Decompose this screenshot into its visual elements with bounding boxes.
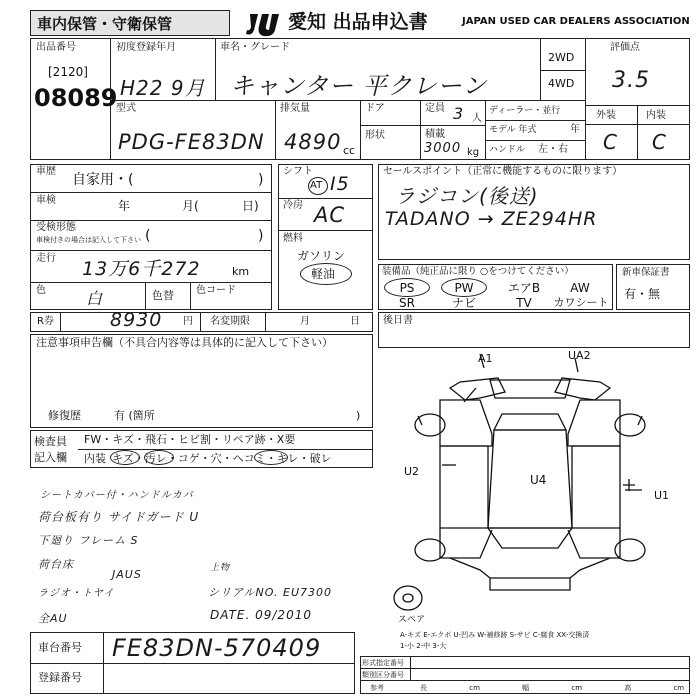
shift-label: シフト	[283, 166, 313, 177]
sales-line1: ラジコン(後送)	[395, 184, 539, 208]
equip-navi: ナビ	[451, 296, 476, 310]
diagram-ua2: UA2	[568, 349, 591, 362]
later-box	[378, 312, 690, 348]
note-line-6b: DATE. 09/2010	[210, 608, 312, 622]
handle-options: 左・右	[538, 144, 568, 155]
recycle-value: 8930	[110, 309, 163, 331]
name-change-label: 名変期限	[210, 316, 250, 327]
shape-label: 形状	[365, 130, 385, 141]
history-close: )	[258, 172, 264, 188]
diagram-u1: U1	[654, 489, 670, 502]
warranty-label: 新車保証書	[622, 267, 670, 278]
color-label: 色	[36, 285, 46, 296]
sales-label: セールスポイント（正常に機能するものに限ります）	[383, 166, 623, 177]
note-line-5: ラジオ・トヤイ	[38, 588, 115, 599]
damage-scale: 1-小 2-中 3-大	[400, 642, 447, 650]
note-line-4c: 上物	[210, 563, 231, 573]
inspector-label-2: 記入欄	[34, 451, 67, 464]
mileage-value: 13万6千272	[82, 258, 201, 280]
equip-sr: SR	[399, 296, 415, 310]
reg-number-label: 登録番号	[38, 671, 82, 684]
exterior-label: 外装	[596, 110, 616, 121]
inspection-day: 日)	[242, 199, 259, 213]
note-line-2: 荷台板有り サイドガード U	[38, 510, 200, 524]
history-label: 車歴	[36, 166, 56, 177]
inspector-row2-label: 内装	[84, 452, 106, 465]
model-year-unit: 年	[570, 124, 580, 135]
recycle-label: R券	[37, 316, 54, 327]
ac-label: 冷房	[283, 200, 303, 211]
model-designation-label: 形式指定番号	[362, 659, 404, 667]
equip-seat: カワシート	[553, 296, 609, 309]
inspector-circle-3	[254, 450, 288, 465]
equipment-label: 装備品（純正品に限り ○をつけてください）	[382, 266, 574, 277]
registration-value: H22 9月	[120, 76, 206, 100]
inspection-label: 車検	[36, 195, 56, 206]
load-unit: kg	[467, 147, 480, 158]
inspection-year: 年	[118, 199, 131, 213]
fuel-gas: ガソリン	[297, 249, 346, 263]
note-line-1: シートカバー付・ハンドルカバ	[40, 490, 194, 501]
color-change-label: 色替	[152, 289, 174, 302]
dimensions-label: 長 cm 幅 cm 高 cm	[420, 684, 685, 692]
model-value: PDG-FE83DN	[118, 130, 265, 154]
model-year-label: モデル 年式	[489, 125, 537, 135]
name-change-month: 月	[300, 316, 310, 327]
drive-4wd: 4WD	[548, 77, 575, 90]
handle-label: ハンドル	[489, 145, 526, 155]
displacement-unit: cc	[343, 144, 356, 157]
equip-tv: TV	[516, 296, 532, 310]
inspector-label-1: 検査員	[34, 435, 67, 448]
transfer-close: )	[258, 228, 264, 244]
color-code-label: 色コード	[196, 285, 236, 296]
chassis-value: FE83DN-570409	[112, 634, 322, 662]
inspector-row1: FW・キズ・飛石・ヒビ割・リペア跡・X要	[84, 433, 296, 446]
inspection-month: 月(	[182, 199, 199, 213]
note-line-5b: シリアルNO. EU7300	[208, 586, 332, 599]
lot-label: 出品番号	[36, 42, 76, 53]
exterior-value: C	[603, 130, 618, 154]
inspector-row2: キズ・汚レ・コゲ・穴・ヘコミ・キレ・破レ	[112, 452, 332, 465]
inspector-circle-2	[144, 450, 174, 465]
registration-label: 初度登録年月	[116, 42, 176, 53]
transfer-label: 受検形態	[36, 222, 76, 233]
dealer-import-label: ディーラー・並行	[489, 106, 561, 116]
repair-value: 有 (箇所	[114, 409, 155, 422]
ac-value: AC	[314, 203, 346, 227]
transfer-note: 車検付きの場合は記入して下さい	[36, 236, 141, 244]
ju-logo	[244, 10, 284, 38]
later-label: 後日書	[383, 315, 413, 326]
interior-value: C	[652, 130, 667, 154]
diagram-spare: スペア	[398, 615, 426, 625]
equip-ps: PS	[399, 281, 415, 295]
displacement-value: 4890	[284, 130, 342, 154]
diagram-u2: U2	[404, 465, 420, 478]
vehicle-name-value: キャンター 平クレーン	[230, 72, 488, 100]
mileage-label: 走行	[36, 253, 56, 264]
displacement-label: 排気量	[280, 103, 310, 114]
recycle-unit: 円	[183, 316, 193, 327]
reference-label: 参考	[370, 684, 384, 692]
diagram-a1: A1	[478, 352, 493, 365]
lot-number: 08089	[34, 84, 118, 112]
drive-2wd: 2WD	[548, 51, 575, 64]
warranty-value: 有・無	[624, 287, 661, 301]
note-line-4: 荷台床	[38, 558, 74, 571]
score-value: 3.5	[612, 68, 650, 93]
sales-line2: TADANO → ZE294HR	[385, 208, 598, 230]
capacity-value: 3	[453, 104, 465, 123]
chassis-label: 車台番号	[38, 641, 82, 654]
shift-value: I5	[330, 173, 350, 195]
repair-close: )	[356, 409, 361, 422]
equip-pw: PW	[454, 281, 474, 295]
load-value: 3000	[424, 141, 462, 156]
note-line-6: 全AU	[38, 612, 68, 625]
transfer-open: (	[145, 228, 151, 244]
association-name: JAPAN USED CAR DEALERS ASSOCIATION	[462, 16, 690, 27]
form-title: 愛知 出品申込書	[288, 11, 428, 33]
class-number-label: 類別区分番号	[362, 671, 404, 679]
equip-airbag: エアB	[507, 281, 541, 295]
history-value: 自家用・(	[72, 172, 134, 188]
model-label: 型式	[116, 103, 136, 114]
note-line-3: 下廻り フレーム S	[38, 534, 139, 547]
damage-legend: A-キズ E-エクボ U-凹み W-補修跡 S-サビ C-腐食 XX-交換済	[400, 631, 590, 639]
interior-label: 内装	[646, 110, 666, 121]
vehicle-damage-diagram	[380, 350, 690, 635]
inspector-circle-1	[110, 450, 140, 465]
score-label: 評価点	[610, 42, 640, 53]
capacity-label: 定員	[425, 103, 445, 114]
repair-label: 修復歴	[48, 409, 81, 422]
equip-aw: AW	[570, 281, 590, 295]
diagram-u4: U4	[530, 473, 547, 487]
storage-badge	[30, 10, 230, 36]
notes-label: 注意事項申告欄（不具合内容等は具体的に記入して下さい）	[36, 336, 333, 349]
recycle-box	[30, 312, 373, 332]
name-change-day: 日	[350, 316, 360, 327]
mileage-unit: km	[232, 265, 250, 278]
fuel-label: 燃料	[283, 233, 303, 244]
shift-at: AT	[310, 180, 323, 191]
lot-bracket: [2120]	[48, 65, 88, 79]
fuel-diesel: 軽油	[311, 267, 336, 281]
vehicle-name-label: 車名・グレード	[220, 42, 290, 53]
door-label: ドア	[365, 103, 385, 114]
note-line-4b: JAUS	[112, 568, 142, 581]
load-label: 積載	[425, 129, 445, 140]
capacity-unit: 人	[472, 113, 482, 124]
storage-badge-text: 車内保管・守衛保管	[37, 15, 173, 33]
color-value: 白	[86, 289, 104, 308]
